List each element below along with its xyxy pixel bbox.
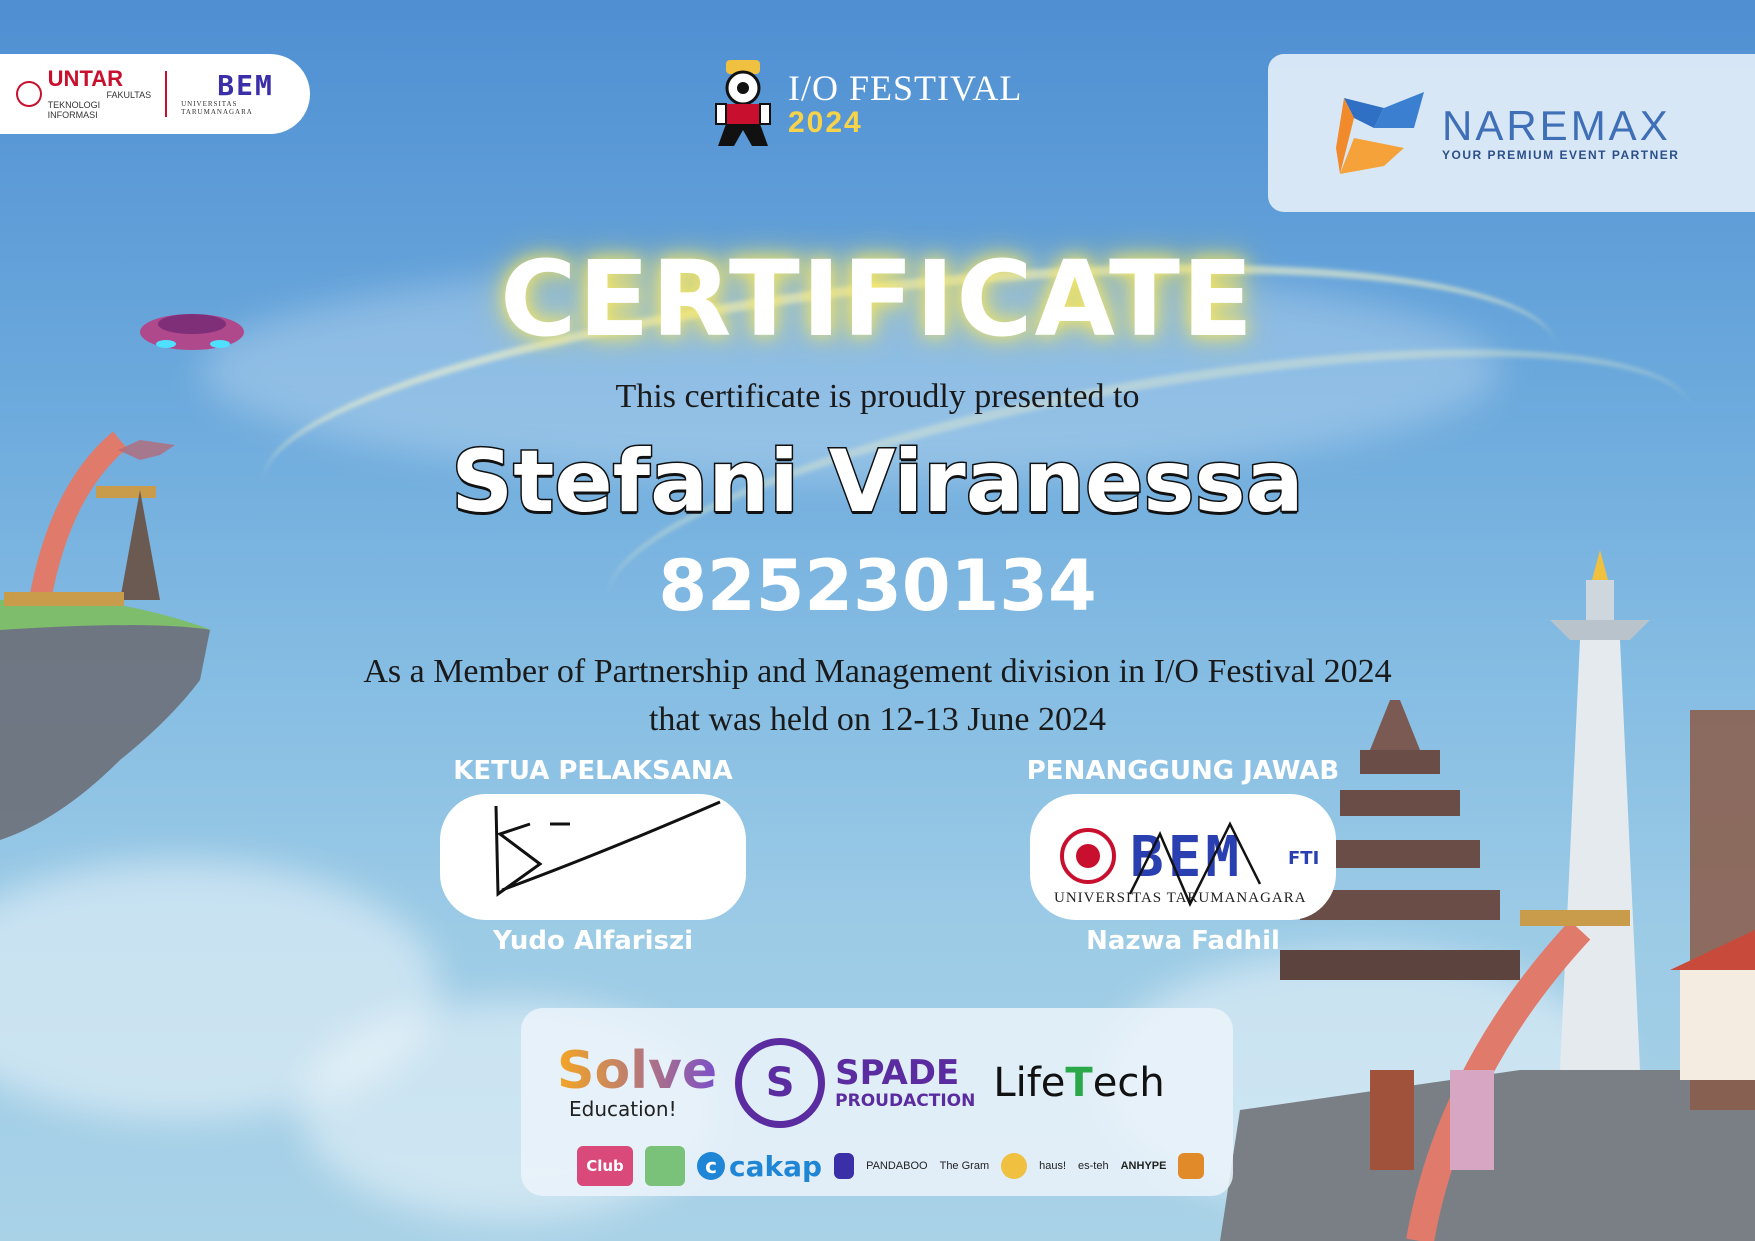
- description-line-2: that was held on 12-13 June 2024: [648, 701, 1107, 738]
- lifetech-t: T: [1065, 1060, 1093, 1106]
- spade-name: SPADE: [835, 1053, 960, 1093]
- signature-block-supervisor: [1013, 756, 1353, 956]
- small-sponsor-row: [577, 1146, 1204, 1186]
- club-logo: Club: [577, 1146, 633, 1186]
- untar-name: UNTAR: [47, 66, 124, 91]
- haus-logo: haus!: [1039, 1160, 1067, 1172]
- signature-card: [440, 794, 746, 920]
- orange-sponsor-logo: [1178, 1153, 1204, 1179]
- solve-name: Solve: [557, 1041, 718, 1101]
- partner-logos-panel: [521, 1008, 1233, 1196]
- cakap-icon: c: [697, 1152, 725, 1180]
- naremax-name: NAREMAX: [1442, 102, 1671, 149]
- naremax-tagline: YOUR PREMIUM EVENT PARTNER: [1442, 148, 1680, 162]
- the-gram-logo: The Gram: [939, 1160, 990, 1172]
- signature-role: KETUA PELAKSANA: [453, 756, 733, 786]
- untar-faculty: FAKULTAS: [106, 90, 152, 100]
- signature-name: Yudo Alfariszi: [492, 926, 694, 956]
- university-logos-panel: [0, 54, 310, 134]
- festival-name: I/O FESTIVAL: [788, 68, 1023, 108]
- festival-mascot-icon: [712, 58, 774, 150]
- recipient-name: Stefani Viranessa: [451, 432, 1304, 532]
- presented-text: This certificate is proudly presented to: [615, 378, 1140, 415]
- festival-logo: [712, 58, 1022, 150]
- bem-stamp-signature: [1030, 794, 1336, 920]
- cakap-name: cakap: [729, 1149, 823, 1183]
- spade-logo: [735, 1038, 975, 1128]
- untar-seal-icon: [16, 81, 42, 107]
- bem-name: BEM: [217, 69, 274, 102]
- pandaboo-logo: PANDABOO: [866, 1160, 928, 1172]
- cakap-logo: [697, 1150, 822, 1183]
- green-sponsor-logo: [645, 1146, 685, 1186]
- signature-role: PENANGGUNG JAWAB: [1026, 756, 1340, 786]
- stamp-university: UNIVERSITAS TARUMANAGARA: [1054, 890, 1307, 906]
- stamp-suffix: FTI: [1288, 848, 1320, 869]
- solve-education-logo: [557, 1041, 718, 1121]
- certificate-title: CERTIFICATE: [500, 238, 1255, 360]
- logo-divider: [165, 71, 167, 117]
- stamp-name: BEM: [1130, 825, 1244, 890]
- yellow-sponsor-logo: [1001, 1153, 1027, 1179]
- purple-sponsor-logo: [834, 1153, 854, 1179]
- signature-name: Nazwa Fadhil: [1086, 926, 1280, 956]
- untar-logo: [16, 68, 151, 120]
- spade-mark-icon: S: [735, 1038, 825, 1128]
- naremax-logo-icon: [1334, 88, 1430, 178]
- spade-sub: PROUDACTION: [835, 1091, 976, 1111]
- certificate-description: [0, 648, 1755, 744]
- lifetech-life: Life: [993, 1060, 1066, 1106]
- recipient-id: 825230134: [658, 545, 1097, 627]
- anhype-logo: ANHYPE: [1120, 1160, 1167, 1172]
- bem-logo: [181, 69, 310, 116]
- untar-program: TEKNOLOGI INFORMASI: [47, 100, 101, 120]
- handwritten-signature: [440, 794, 746, 920]
- esteh-logo: es-teh: [1078, 1160, 1109, 1172]
- bem-university: UNIVERSITAS TARUMANAGARA: [181, 100, 253, 116]
- signature-card: [1030, 794, 1336, 920]
- festival-year: 2024: [788, 106, 863, 139]
- sponsor-panel: [1268, 54, 1755, 212]
- solve-sub: Education!: [569, 1097, 677, 1121]
- signature-block-chair: [423, 756, 763, 956]
- lifetech-logo: [993, 1060, 1164, 1106]
- description-line-1: As a Member of Partnership and Management division in I/O Festival 2024: [363, 653, 1392, 690]
- lifetech-ech: ech: [1092, 1060, 1165, 1106]
